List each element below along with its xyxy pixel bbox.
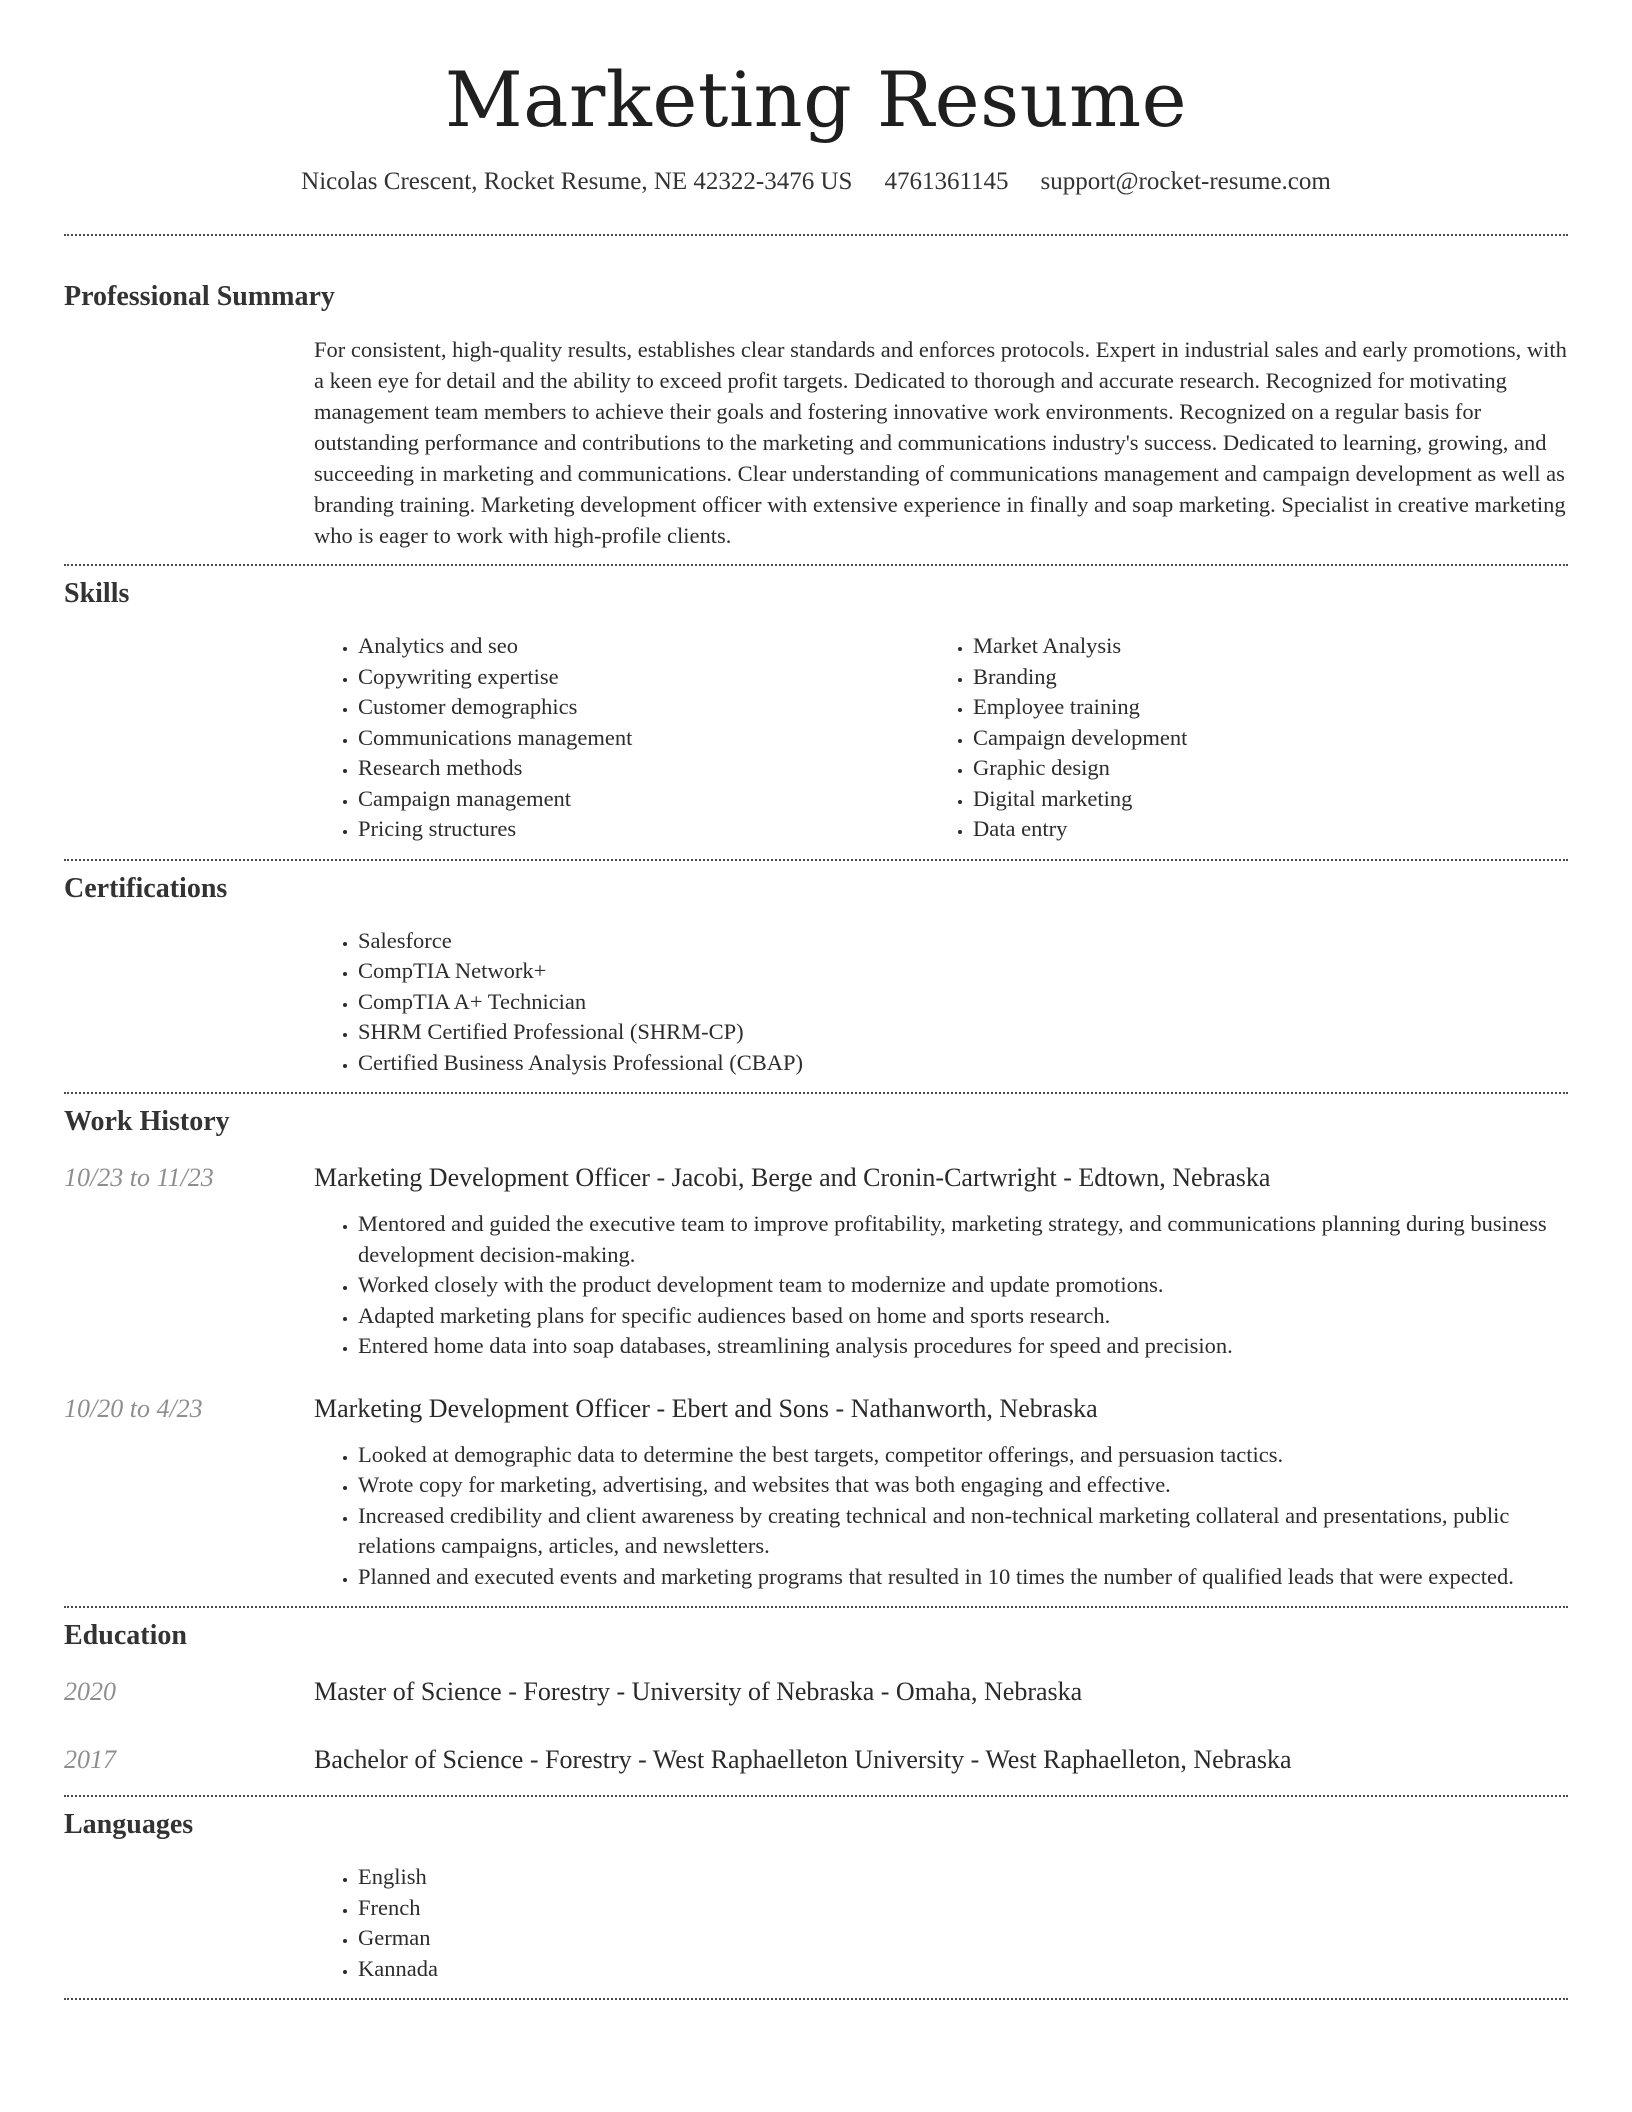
skills-title: Skills xyxy=(64,578,130,609)
job-bullet: • Wrote copy for marketing, advertising, and websites that was both engaging and effective. xyxy=(358,1470,1568,1501)
summary-title: Professional Summary xyxy=(64,281,335,312)
work-history-section xyxy=(64,1094,1568,1592)
certification-item: • CompTIA Network+ xyxy=(358,956,1568,987)
skills-section xyxy=(64,566,1568,845)
job-bullet: • Mentored and guided the executive team to improve profitability, marketing strategy, and communications planning during business development decision-making. xyxy=(358,1209,1568,1270)
job-dates: 10/23 to 11/23 xyxy=(64,1163,214,1192)
resume-header xyxy=(64,0,1568,196)
job-entry xyxy=(64,1161,1568,1362)
language-item: • Kannada xyxy=(358,1954,1568,1985)
summary-text: For consistent, high-quality results, establishes clear standards and enforces protocols. Expert in industrial sales and early promotions, with a keen eye for detail and the ability to exceed profit targets. Dedicated to thorough and accurate research. Recognized for motivating management team members to achieve their goals and fostering innovative work environments. Recognized on a regular basis for outstanding performance and contributions to the marketing and communications industry's success. Dedicated to learning, growing, and succeeding in marketing and communications. Clear understanding of communications management and campaign development as well as branding training. Marketing development officer with extensive experience in finally and soap marketing. Specialist in creative marketing who is eager to work with high-profile clients. xyxy=(314,337,1567,548)
job-dates: 10/20 to 4/23 xyxy=(64,1393,203,1423)
education-title: Education xyxy=(64,1620,187,1651)
skills-list-right xyxy=(929,631,1529,845)
education-heading: Master of Science - Forestry - University of Nebraska - Omaha, Nebraska xyxy=(314,1677,1083,1706)
job-bullet: • Entered home data into soap databases, streamlining analysis procedures for speed and precision. xyxy=(358,1331,1568,1362)
languages-list xyxy=(314,1862,1568,1984)
skill-item: • Copywriting expertise xyxy=(358,662,929,693)
skill-item: • Customer demographics xyxy=(358,692,929,723)
language-item: • French xyxy=(358,1893,1568,1924)
skill-item: • Pricing structures xyxy=(358,814,929,845)
certifications-title: Certifications xyxy=(64,872,228,904)
skill-item: • Research methods xyxy=(358,753,929,784)
skill-item: • Graphic design xyxy=(973,753,1529,784)
contact-email[interactable]: support@rocket-resume.com xyxy=(1040,168,1331,195)
certification-item: • SHRM Certified Professional (SHRM-CP) xyxy=(358,1017,1568,1048)
job-heading: Marketing Development Officer - Ebert and Sons - Nathanworth, Nebraska xyxy=(314,1393,1098,1423)
education-year: 2020 xyxy=(64,1677,116,1706)
job-heading: Marketing Development Officer - Jacobi, Berge and Cronin-Cartwright - Edtown, Nebraska xyxy=(314,1163,1271,1192)
job-bullet: • Adapted marketing plans for specific audiences based on home and sports research. xyxy=(358,1301,1568,1332)
skill-item: • Campaign management xyxy=(358,784,929,815)
job-bullet: • Increased credibility and client awareness by creating technical and non-technical marketing collateral and presentations, public relations campaigns, articles, and newsletters. xyxy=(358,1501,1568,1562)
skill-item: • Communications management xyxy=(358,723,929,754)
language-item: • German xyxy=(358,1923,1568,1954)
contact-address: Nicolas Crescent, Rocket Resume, NE 42322-3476 US xyxy=(301,168,853,195)
languages-section xyxy=(64,1797,1568,1984)
certification-item: • CompTIA A+ Technician xyxy=(358,987,1568,1018)
contact-line xyxy=(64,168,1568,196)
education-year: 2017 xyxy=(64,1745,116,1774)
job-entry xyxy=(64,1392,1568,1593)
skill-item: • Campaign development xyxy=(973,723,1529,754)
languages-title: Languages xyxy=(64,1809,194,1840)
job-bullet: • Worked closely with the product development team to modernize and update promotions. xyxy=(358,1270,1568,1301)
skill-item: • Digital marketing xyxy=(973,784,1529,815)
education-entry xyxy=(64,1743,1568,1777)
skill-item: • Branding xyxy=(973,662,1529,693)
skill-item: • Analytics and seo xyxy=(358,631,929,662)
education-heading: Bachelor of Science - Forestry - West Raphaelleton University - West Raphaelleton, Nebraska xyxy=(314,1745,1292,1774)
skill-item: • Employee training xyxy=(973,692,1529,723)
contact-phone: 4761361145 xyxy=(884,168,1009,195)
education-section xyxy=(64,1608,1568,1777)
certifications-section xyxy=(64,861,1568,1079)
skills-list-left xyxy=(314,631,929,845)
job-bullets xyxy=(314,1440,1568,1593)
certification-item: • Salesforce xyxy=(358,926,1568,957)
section-divider xyxy=(64,1998,1568,2000)
skill-item: • Data entry xyxy=(973,814,1529,845)
job-bullets xyxy=(314,1209,1568,1362)
certifications-list xyxy=(314,926,1568,1079)
language-item: • English xyxy=(358,1862,1568,1893)
education-entry xyxy=(64,1675,1568,1709)
work-history-title: Work History xyxy=(64,1106,230,1137)
job-bullet: • Looked at demographic data to determine the best targets, competitor offerings, and persuasion tactics. xyxy=(358,1440,1568,1471)
certification-item: • Certified Business Analysis Professional (CBAP) xyxy=(358,1048,1568,1079)
job-bullet: • Planned and executed events and marketing programs that resulted in 10 times the number of qualified leads that were expected. xyxy=(358,1562,1568,1593)
summary-section xyxy=(64,236,1568,551)
resume-title: Marketing Resume xyxy=(444,55,1188,144)
skill-item: • Market Analysis xyxy=(973,631,1529,662)
